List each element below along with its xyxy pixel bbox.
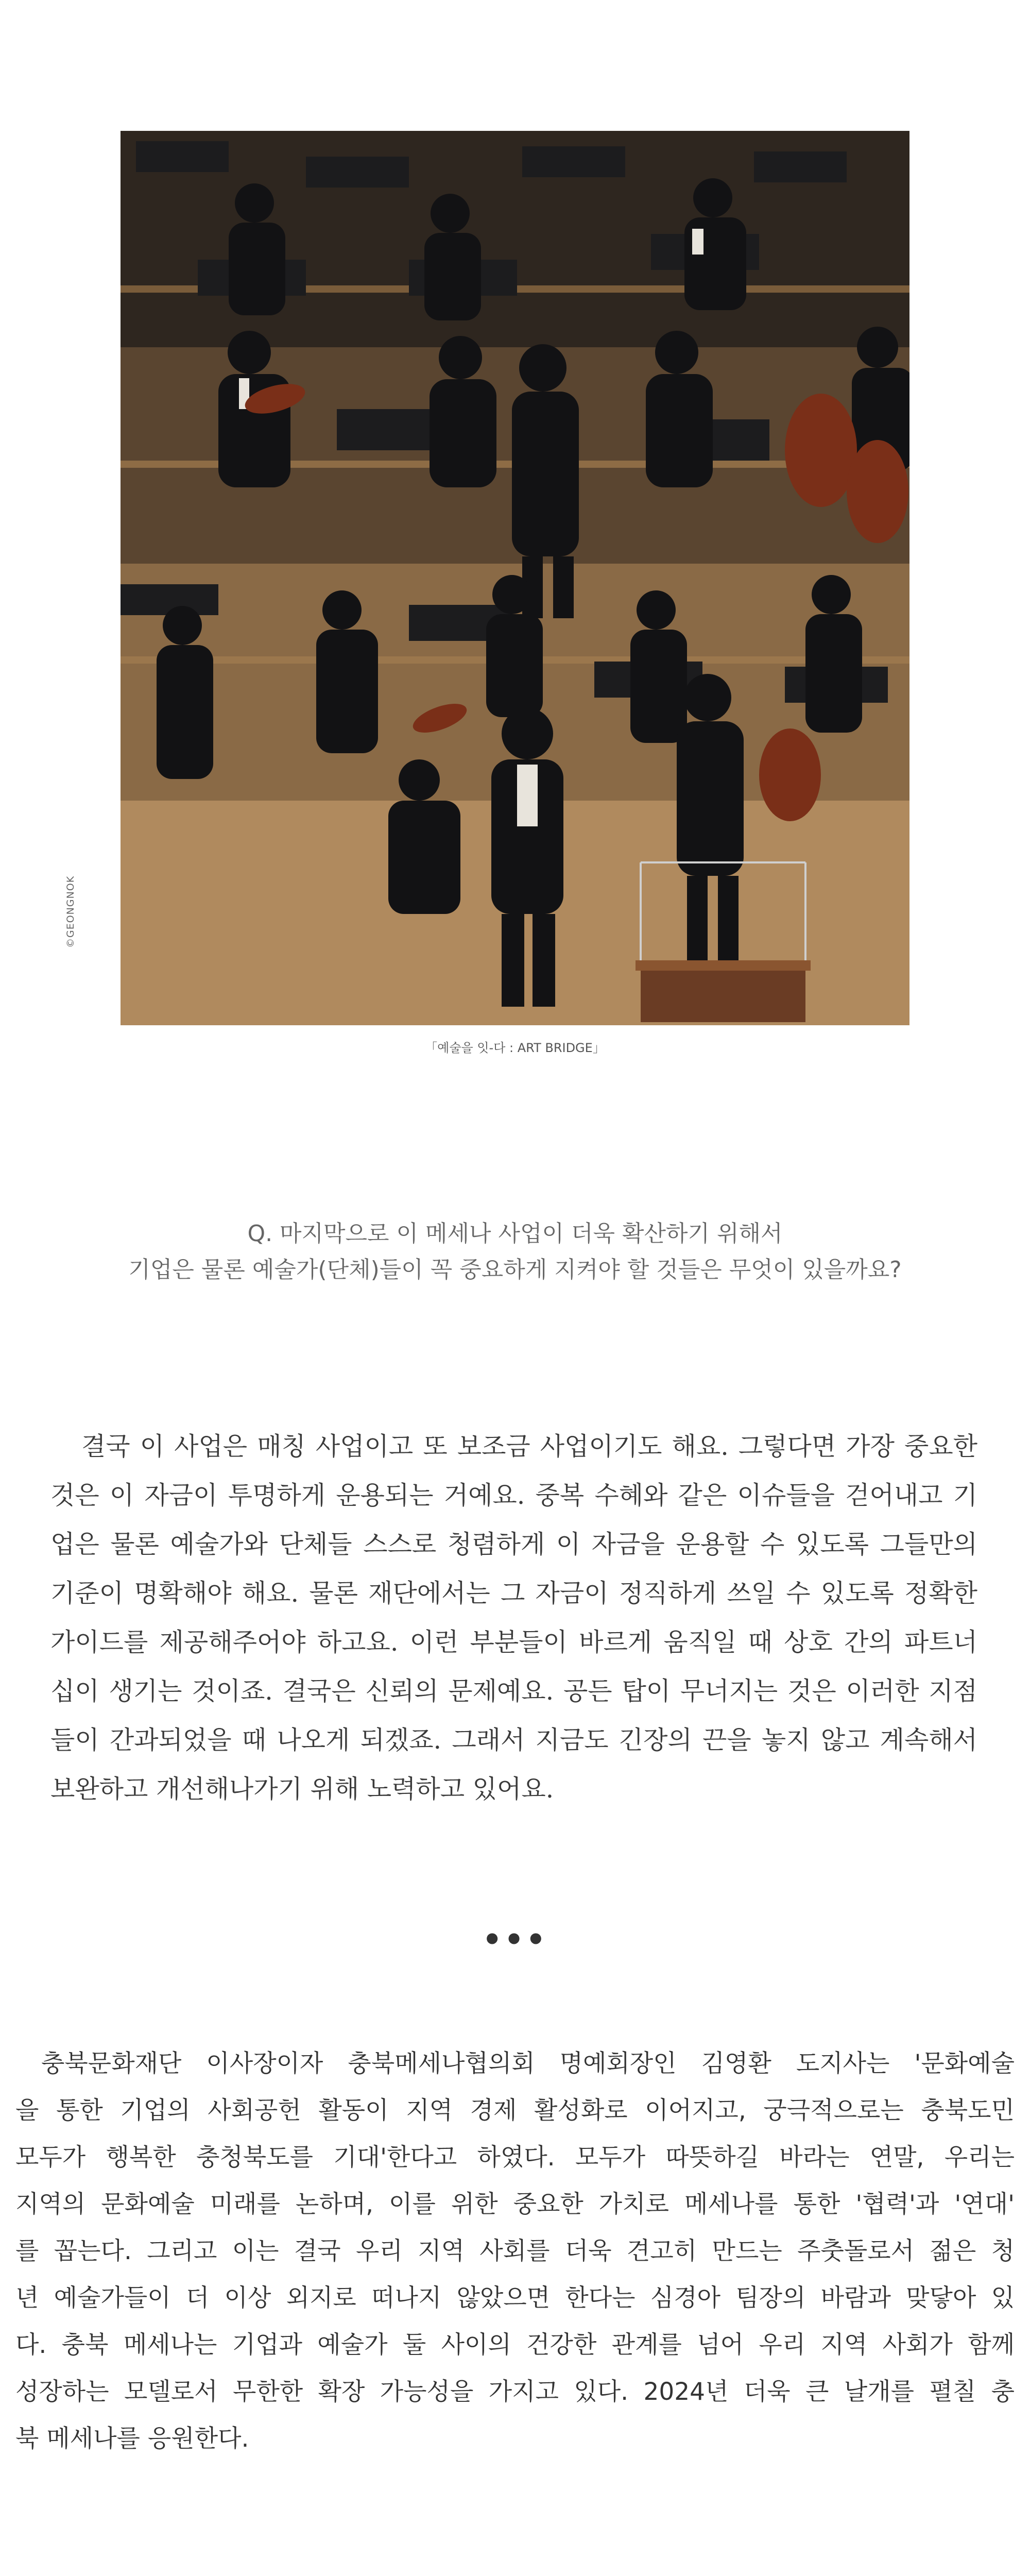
closing-paragraph: [15, 2040, 1015, 2462]
closing-line: 다. 충북 메세나는 기업과 예술가 둘 사이의 건강한 관계를 넘어 우리 지역 사회가 함께: [15, 2331, 1015, 2359]
answer-line: 들이 간과되었을 때 나오게 되겠죠. 그래서 지금도 긴장의 끈을 놓지 않고 계속해서: [50, 1725, 977, 1755]
photo-credit-vertical: ©GEONGNOK: [65, 875, 76, 948]
answer-line: 십이 생기는 것이죠. 결국은 신뢰의 문제예요. 공든 탑이 무너지는 것은 이러한 지점: [50, 1676, 977, 1706]
answer-line: 결국 이 사업은 매칭 사업이고 또 보조금 사업이기도 해요. 그렇다면 가장 중요한: [81, 1432, 977, 1461]
closing-line: 모두가 행복한 충청북도를 기대'한다고 하였다. 모두가 따뜻하길 바라는 연말, 우리는: [15, 2143, 1015, 2172]
closing-line: 북 메세나를 응원한다.: [15, 2425, 249, 2453]
question-line-1: Q. 마지막으로 이 메세나 사업이 더욱 확산하기 위해서: [247, 1221, 783, 1247]
orchestra-illustration: [121, 131, 909, 1025]
question-line-2: 기업은 물론 예술가(단체)들이 꼭 중요하게 지켜야 할 것들은 무엇이 있을까요?: [128, 1257, 902, 1283]
photo-caption: 「예술을 잇-다 : ART BRIDGE」: [425, 1041, 605, 1055]
closing-line: 년 예술가들이 더 이상 외지로 떠나지 않았으면 한다는 심경아 팀장의 바람과 맞닿아 있: [15, 2284, 1015, 2312]
section-separator: •••: [482, 1922, 548, 1958]
closing-line: 지역의 문화예술 미래를 논하며, 이를 위한 중요한 가치로 메세나를 통한 '협력'과 '연대': [15, 2190, 1015, 2218]
orchestra-performance-photo: [121, 131, 909, 1025]
interview-answer: [50, 1422, 977, 1814]
answer-line: 기준이 명확해야 해요. 물론 재단에서는 그 자금이 정직하게 쓰일 수 있도록 정확한: [50, 1579, 977, 1608]
answer-line: 가이드를 제공해주어야 하고요. 이런 부분들이 바르게 움직일 때 상호 간의 파트너: [50, 1628, 977, 1657]
closing-line: 를 꼽는다. 그리고 이는 결국 우리 지역 사회를 더욱 견고히 만드는 주춧돌로서 젊은 청: [15, 2237, 1015, 2265]
closing-line: 성장하는 모델로서 무한한 확장 가능성을 가지고 있다. 2024년 더욱 큰 날개를 펼칠 충: [15, 2378, 1015, 2406]
answer-line: 것은 이 자금이 투명하게 운용되는 거예요. 중복 수혜와 같은 이슈들을 걷어내고 기: [50, 1481, 977, 1510]
closing-line: 을 통한 기업의 사회공헌 활동이 지역 경제 활성화로 이어지고, 궁극적으로는 충북도민: [15, 2096, 1015, 2125]
answer-line: 업은 물론 예술가와 단체들 스스로 청렴하게 이 자금을 운용할 수 있도록 그들만의: [50, 1530, 977, 1559]
interview-question: [0, 1216, 1030, 1288]
closing-line: 충북문화재단 이사장이자 충북메세나협의회 명예회장인 김영환 도지사는 '문화예술: [41, 2049, 1015, 2078]
answer-line: 보완하고 개선해나가기 위해 노력하고 있어요.: [50, 1774, 554, 1804]
